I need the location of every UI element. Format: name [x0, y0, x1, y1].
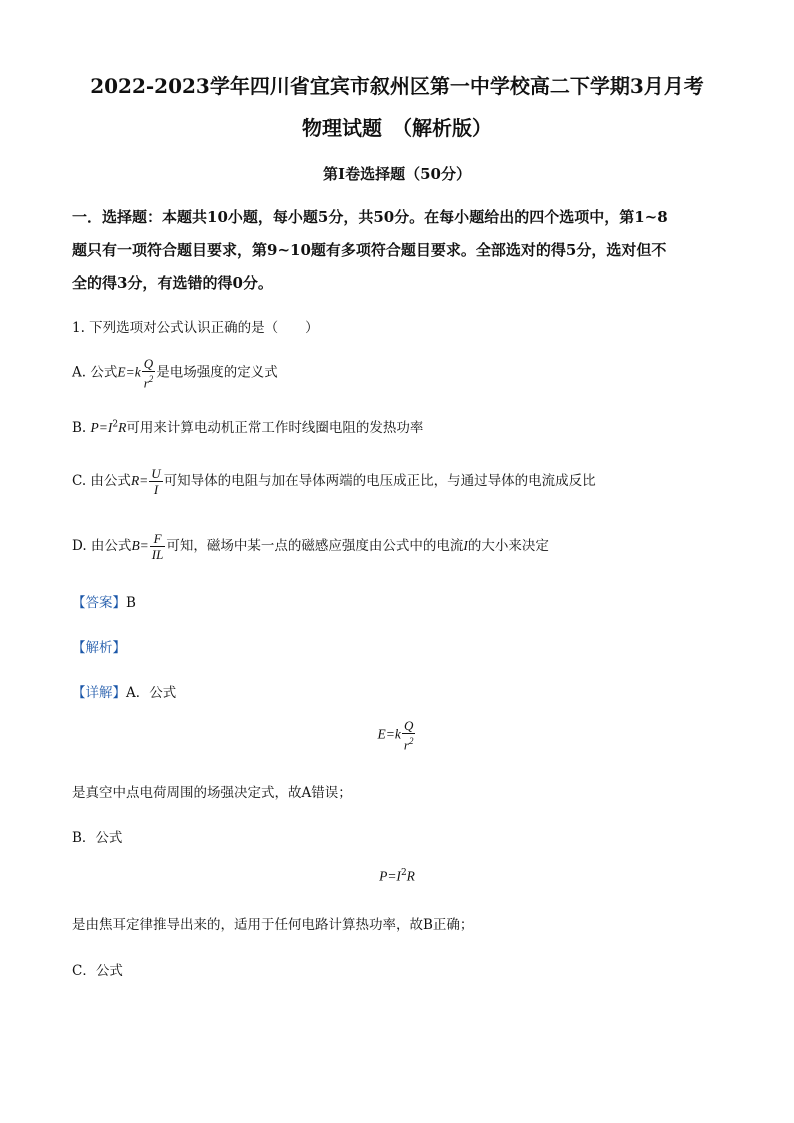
- option-b-formula-r: R: [118, 420, 127, 435]
- option-a-formula-lhs: E=k: [117, 364, 141, 380]
- option-c-fraction: [149, 466, 162, 497]
- option-c-prefix: C. 由公式: [72, 473, 131, 489]
- formula-2-lhs: P=I: [379, 868, 401, 884]
- instructions-line-2: 题只有一项符合题目要求，第9~10题有多项符合题目要求。全部选对的得5分，选对但不: [72, 241, 667, 259]
- option-c-suffix: 可知导体的电阻与加在导体两端的电压成正比，与通过导体的电流成反比: [163, 473, 596, 489]
- option-b-suffix: 可用来计算电动机正常工作时线圈电阻的发热功率: [126, 420, 424, 436]
- option-d-fraction: [150, 531, 166, 562]
- option-b-formula-lhs: P=I: [90, 420, 113, 435]
- option-d: [72, 531, 549, 562]
- formula-1-exponent: 2: [408, 736, 414, 746]
- option-d-variable: I: [463, 538, 468, 553]
- formula-2: [0, 868, 794, 885]
- option-a-fraction: [142, 356, 156, 390]
- question-stem: 1. 下列选项对公式认识正确的是（ ）: [72, 320, 319, 336]
- option-a-numerator: Q: [142, 356, 156, 372]
- option-b-exponent: 2: [112, 419, 119, 430]
- option-d-suffix-1: 可知，磁场中某一点的磁感应强度由公式中的电流: [166, 538, 464, 554]
- answer-value: B: [126, 595, 136, 611]
- analysis-label: 【解析】: [72, 640, 126, 656]
- detail-line: [72, 681, 176, 701]
- formula-1: [0, 718, 794, 752]
- section-title: 第I卷选择题（50分）: [323, 165, 471, 183]
- formula-1-fraction: [402, 718, 416, 752]
- formula-1-lhs: E=k: [377, 726, 401, 742]
- option-a-denominator: r: [143, 375, 149, 391]
- title-line-1: 2022-2023学年四川省宜宾市叙州区第一中学校高二下学期3月月考: [90, 74, 704, 98]
- detail-b: B．公式: [72, 830, 123, 846]
- option-c-formula-lhs: R=: [130, 473, 149, 488]
- answer-label: 【答案】: [72, 595, 126, 611]
- option-b: [72, 416, 423, 436]
- option-d-formula-lhs: B=: [131, 538, 149, 553]
- formula-2-exponent: 2: [400, 868, 407, 878]
- formula-2-r: R: [406, 868, 415, 884]
- detail-label: 【详解】: [72, 685, 126, 701]
- explain-a: 是真空中点电荷周围的场强决定式，故A错误；: [72, 785, 352, 801]
- detail-a: A．公式: [126, 685, 177, 701]
- option-b-prefix: B.: [72, 420, 87, 436]
- option-a: [72, 356, 278, 390]
- option-a-suffix: 是电场强度的定义式: [156, 364, 278, 381]
- option-a-prefix: A. 公式: [72, 364, 118, 381]
- formula-1-denominator: r: [403, 737, 409, 753]
- instructions-line-3: 全的得3分，有选错的得0分。: [72, 274, 273, 292]
- option-c-denominator: I: [153, 482, 159, 497]
- detail-c: C．公式: [72, 963, 123, 979]
- option-d-numerator: F: [150, 531, 166, 547]
- option-d-suffix-2: 的大小来决定: [467, 538, 549, 554]
- answer-line: [72, 591, 136, 611]
- formula-1-numerator: Q: [402, 718, 416, 734]
- option-d-denominator: IL: [151, 547, 164, 562]
- option-c-numerator: U: [151, 466, 161, 481]
- instructions-line-1: 一．选择题：本题共10小题，每小题5分，共50分。在每小题给出的四个选项中，第1~8: [72, 208, 668, 226]
- option-c: [72, 466, 596, 497]
- option-d-prefix: D. 由公式: [72, 538, 132, 554]
- explain-b: 是由焦耳定律推导出来的，适用于任何电路计算热功率，故B正确；: [72, 917, 474, 933]
- option-a-exponent: 2: [148, 374, 154, 384]
- title-line-2: 物理试题 （解析版）: [302, 116, 492, 140]
